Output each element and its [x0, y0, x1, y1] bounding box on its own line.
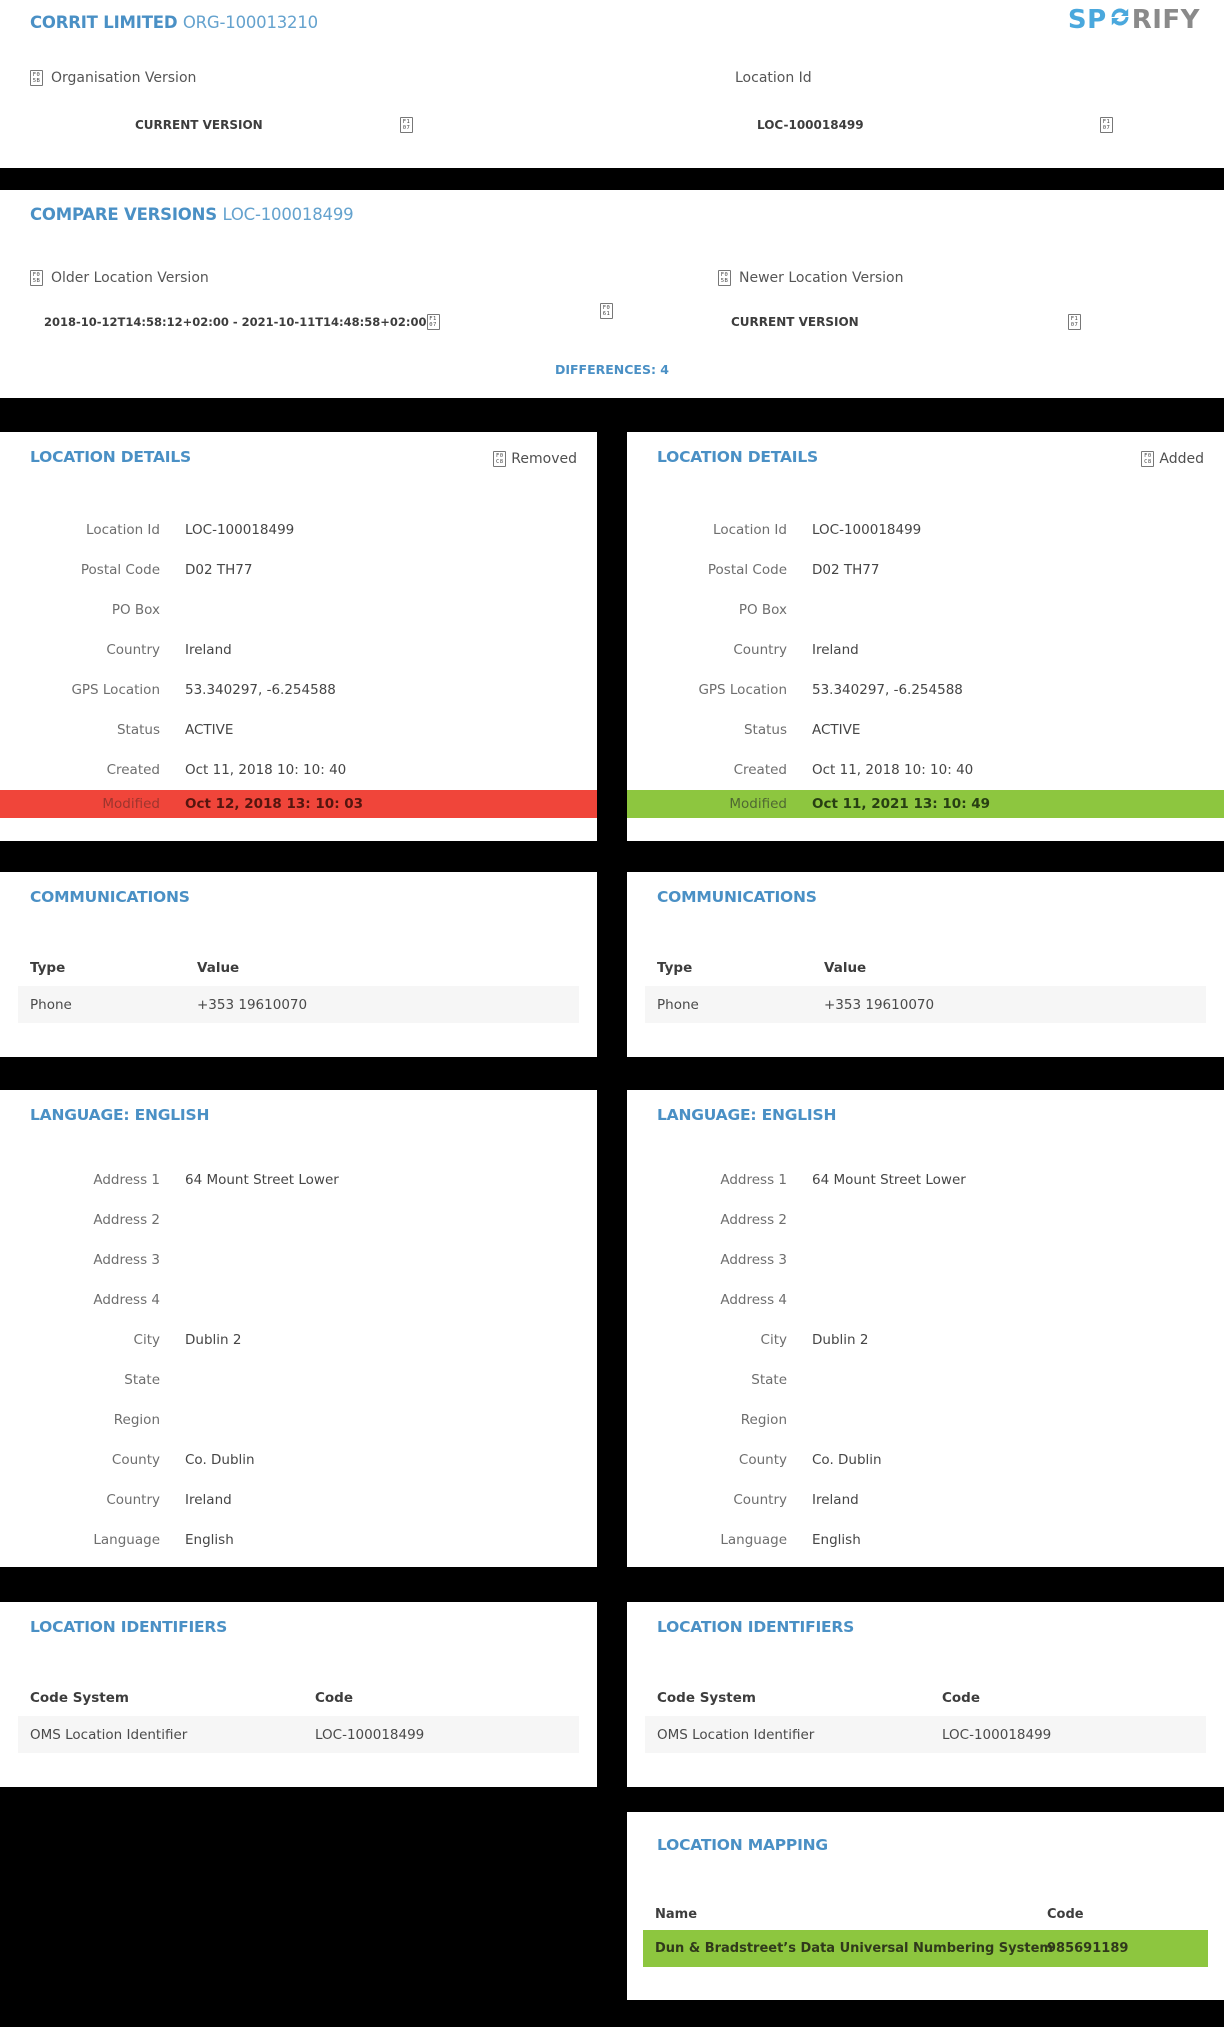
communications-card-older — [0, 872, 597, 1057]
field-label: Region — [113, 1412, 160, 1428]
header-card — [0, 0, 1224, 168]
field-label: Status — [743, 722, 787, 738]
compare-heading — [30, 205, 353, 224]
field-label: City — [760, 1332, 787, 1348]
column-header: Type — [657, 960, 693, 976]
newer-version-select[interactable]: CURRENT VERSION F1 07 — [731, 309, 1081, 335]
field-label: Address 1 — [720, 1172, 787, 1188]
field-label: Language — [93, 1532, 160, 1548]
field-label: Modified — [729, 796, 787, 812]
location-id-label: Location Id — [735, 70, 812, 86]
panel-title: LOCATION IDENTIFIERS — [30, 1618, 228, 1636]
panel-title: LOCATION DETAILS — [30, 448, 191, 466]
field-row — [0, 1440, 597, 1480]
field-row — [0, 510, 597, 550]
field-label: Modified — [102, 796, 160, 812]
communications-table — [645, 950, 1206, 1023]
field-row — [627, 670, 1224, 710]
field-value: LOC-100018499 — [185, 522, 295, 538]
field-label: GPS Location — [698, 682, 787, 698]
table-cell: +353 19610070 — [197, 996, 308, 1013]
field-row — [627, 550, 1224, 590]
field-label: County — [738, 1452, 787, 1468]
logo-prefix: SP — [1067, 4, 1107, 35]
field-value: D02 TH77 — [185, 562, 253, 578]
location-identifiers-card-older — [0, 1602, 597, 1787]
field-label: State — [751, 1372, 787, 1388]
field-row — [0, 670, 597, 710]
organisation-version-label: F0 5B Organisation Version — [30, 70, 196, 86]
panel-title: LOCATION DETAILS — [657, 448, 818, 466]
location-details-card-newer — [627, 432, 1224, 841]
field-label: Address 3 — [720, 1252, 787, 1268]
field-row — [0, 1160, 597, 1200]
field-label: Country — [106, 642, 160, 658]
table-row — [643, 1930, 1208, 1967]
table-cell: Dun & Bradstreet’s Data Universal Numbering System — [655, 1941, 1053, 1956]
field-label: Location Id — [713, 522, 787, 538]
field-label: Address 3 — [93, 1252, 160, 1268]
panel-title: COMMUNICATIONS — [30, 888, 190, 906]
table-body — [645, 1716, 1206, 1753]
field-row — [0, 1360, 597, 1400]
compare-title: COMPARE VERSIONS — [30, 205, 217, 224]
field-value: LOC-100018499 — [812, 522, 922, 538]
column-header: Code System — [30, 1690, 129, 1706]
field-row — [627, 1280, 1224, 1320]
field-value: 64 Mount Street Lower — [812, 1172, 966, 1188]
field-label: Address 2 — [93, 1212, 160, 1228]
field-label: Address 1 — [93, 1172, 160, 1188]
field-label: PO Box — [111, 602, 160, 618]
field-value: Oct 11, 2018 10: 10: 40 — [812, 762, 974, 778]
field-label: Country — [733, 642, 787, 658]
communications-table — [18, 950, 579, 1023]
field-value: D02 TH77 — [812, 562, 880, 578]
table-body — [645, 986, 1206, 1023]
field-label: Address 4 — [93, 1292, 160, 1308]
field-label: Country — [733, 1492, 787, 1508]
compare-versions-card — [0, 190, 1224, 398]
field-value: 53.340297, -6.254588 — [185, 682, 336, 698]
language-fields — [0, 1160, 597, 1560]
org-name: CORRIT LIMITED — [30, 13, 178, 32]
field-value: 53.340297, -6.254588 — [812, 682, 963, 698]
square-icon: F0 C8 — [493, 451, 506, 467]
panel-title: LOCATION MAPPING — [657, 1836, 828, 1854]
field-row — [627, 1520, 1224, 1560]
panel-title: LOCATION IDENTIFIERS — [657, 1618, 855, 1636]
field-row — [627, 1160, 1224, 1200]
column-header: Code System — [657, 1690, 756, 1706]
panel-title: LANGUAGE: ENGLISH — [30, 1106, 210, 1124]
table-header — [645, 950, 1206, 986]
field-label: Address 2 — [720, 1212, 787, 1228]
field-value: 64 Mount Street Lower — [185, 1172, 339, 1188]
table-cell: OMS Location Identifier — [30, 1726, 188, 1743]
chevron-down-icon: F1 07 — [1100, 117, 1113, 133]
field-value: Dublin 2 — [185, 1332, 242, 1348]
field-label: Region — [740, 1412, 787, 1428]
field-row — [627, 750, 1224, 790]
field-row — [627, 1480, 1224, 1520]
field-value: Oct 11, 2018 10: 10: 40 — [185, 762, 347, 778]
added-badge: F0 C8 Added — [1141, 451, 1204, 467]
table-body — [643, 1930, 1208, 1967]
chevron-down-icon: F1 07 — [1068, 314, 1081, 330]
compare-subtitle: LOC-100018499 — [222, 205, 354, 224]
field-row — [627, 1360, 1224, 1400]
chevron-down-icon: F1 07 — [400, 117, 413, 133]
field-label: City — [133, 1332, 160, 1348]
org-heading — [30, 13, 318, 32]
field-value: English — [812, 1532, 861, 1548]
column-header: Name — [655, 1906, 698, 1922]
field-value: ACTIVE — [185, 722, 234, 738]
location-details-card-older — [0, 432, 597, 841]
identifiers-table — [645, 1680, 1206, 1753]
panel-title: LANGUAGE: ENGLISH — [657, 1106, 837, 1124]
field-value: Ireland — [185, 642, 232, 658]
table-row — [18, 986, 579, 1023]
field-row — [627, 510, 1224, 550]
field-row — [0, 750, 597, 790]
identifiers-table — [18, 1680, 579, 1753]
field-label: Postal Code — [80, 562, 160, 578]
chevron-down-icon: F1 07 — [427, 314, 440, 330]
older-version-label: F0 5B Older Location Version — [30, 270, 209, 286]
column-header: Code — [1047, 1906, 1084, 1922]
column-header: Value — [197, 960, 240, 976]
field-row — [627, 790, 1224, 818]
details-fields — [627, 510, 1224, 818]
field-row — [627, 1440, 1224, 1480]
field-value: ACTIVE — [812, 722, 861, 738]
field-row — [0, 1240, 597, 1280]
field-label: Language — [720, 1532, 787, 1548]
table-row — [645, 986, 1206, 1023]
empty-left-column — [0, 1812, 597, 2000]
field-row — [627, 1200, 1224, 1240]
table-cell: 985691189 — [1047, 1941, 1129, 1956]
older-version-icon: F0 5B — [30, 270, 43, 286]
field-row — [627, 1320, 1224, 1360]
field-label: Address 4 — [720, 1292, 787, 1308]
field-row — [0, 630, 597, 670]
column-header: Type — [30, 960, 66, 976]
location-identifiers-card-newer — [627, 1602, 1224, 1787]
table-body — [18, 1716, 579, 1753]
field-label: Location Id — [86, 522, 160, 538]
removed-badge: F0 C8 Removed — [493, 451, 577, 467]
sync-icon — [1107, 3, 1132, 36]
table-row — [645, 1716, 1206, 1753]
mapping-table — [643, 1898, 1208, 1967]
field-label: PO Box — [738, 602, 787, 618]
table-cell: Phone — [30, 996, 72, 1013]
differences-count: DIFFERENCES: 4 — [554, 362, 670, 377]
field-row — [0, 1520, 597, 1560]
field-label: GPS Location — [71, 682, 160, 698]
field-value: Co. Dublin — [185, 1452, 255, 1468]
org-id: ORG-100013210 — [182, 13, 318, 32]
location-id-select[interactable]: LOC-100018499 F1 07 — [757, 112, 1113, 138]
table-body — [18, 986, 579, 1023]
organisation-version-select[interactable]: CURRENT VERSION F1 07 — [135, 112, 413, 138]
table-header — [643, 1898, 1208, 1930]
field-label: Created — [733, 762, 787, 778]
location-mapping-card — [627, 1812, 1224, 2000]
field-value: Ireland — [812, 1492, 859, 1508]
field-label: Status — [116, 722, 160, 738]
field-value: Ireland — [185, 1492, 232, 1508]
table-cell: +353 19610070 — [824, 996, 935, 1013]
column-header: Code — [315, 1690, 354, 1706]
field-row — [627, 630, 1224, 670]
column-header: Value — [824, 960, 867, 976]
details-fields — [0, 510, 597, 818]
communications-card-newer — [627, 872, 1224, 1057]
language-card-older — [0, 1090, 597, 1567]
field-row — [0, 590, 597, 630]
organisation-version-icon: F0 5B — [30, 70, 43, 86]
field-row — [0, 1400, 597, 1440]
field-row — [0, 1200, 597, 1240]
field-row — [0, 790, 597, 818]
column-header: Code — [942, 1690, 981, 1706]
table-cell: OMS Location Identifier — [657, 1726, 815, 1743]
field-row — [627, 710, 1224, 750]
field-value: Oct 12, 2018 13: 10: 03 — [185, 796, 364, 812]
field-value: Dublin 2 — [812, 1332, 869, 1348]
field-value: Co. Dublin — [812, 1452, 882, 1468]
field-label: Country — [106, 1492, 160, 1508]
panel-title: COMMUNICATIONS — [657, 888, 817, 906]
table-row — [18, 1716, 579, 1753]
field-row — [627, 1400, 1224, 1440]
newer-version-icon: F0 5B — [718, 270, 731, 286]
language-fields — [627, 1160, 1224, 1560]
field-label: State — [124, 1372, 160, 1388]
sporify-logo — [1068, 3, 1200, 36]
newer-version-label: F0 5B Newer Location Version — [718, 270, 904, 286]
field-row — [0, 1480, 597, 1520]
field-label: Created — [106, 762, 160, 778]
logo-suffix: RIFY — [1131, 4, 1200, 35]
field-label: County — [111, 1452, 160, 1468]
table-header — [645, 1680, 1206, 1716]
swap-versions-icon: F0 61 — [600, 303, 613, 319]
table-header — [18, 950, 579, 986]
square-icon: F0 C8 — [1141, 451, 1154, 467]
field-label: Postal Code — [707, 562, 787, 578]
field-row — [627, 590, 1224, 630]
field-value: Ireland — [812, 642, 859, 658]
field-value: Oct 11, 2021 13: 10: 49 — [812, 796, 991, 812]
field-row — [0, 550, 597, 590]
older-version-select[interactable]: 2018-10-12T14:58:12+02:00 - 2021-10-11T14:48:58+02:00 F1 07 — [44, 309, 412, 335]
table-cell: Phone — [657, 996, 699, 1013]
table-cell: LOC-100018499 — [315, 1726, 425, 1743]
field-row — [0, 1280, 597, 1320]
language-card-newer — [627, 1090, 1224, 1567]
field-row — [627, 1240, 1224, 1280]
field-row — [0, 710, 597, 750]
table-header — [18, 1680, 579, 1716]
field-row — [0, 1320, 597, 1360]
table-cell: LOC-100018499 — [942, 1726, 1052, 1743]
field-value: English — [185, 1532, 234, 1548]
